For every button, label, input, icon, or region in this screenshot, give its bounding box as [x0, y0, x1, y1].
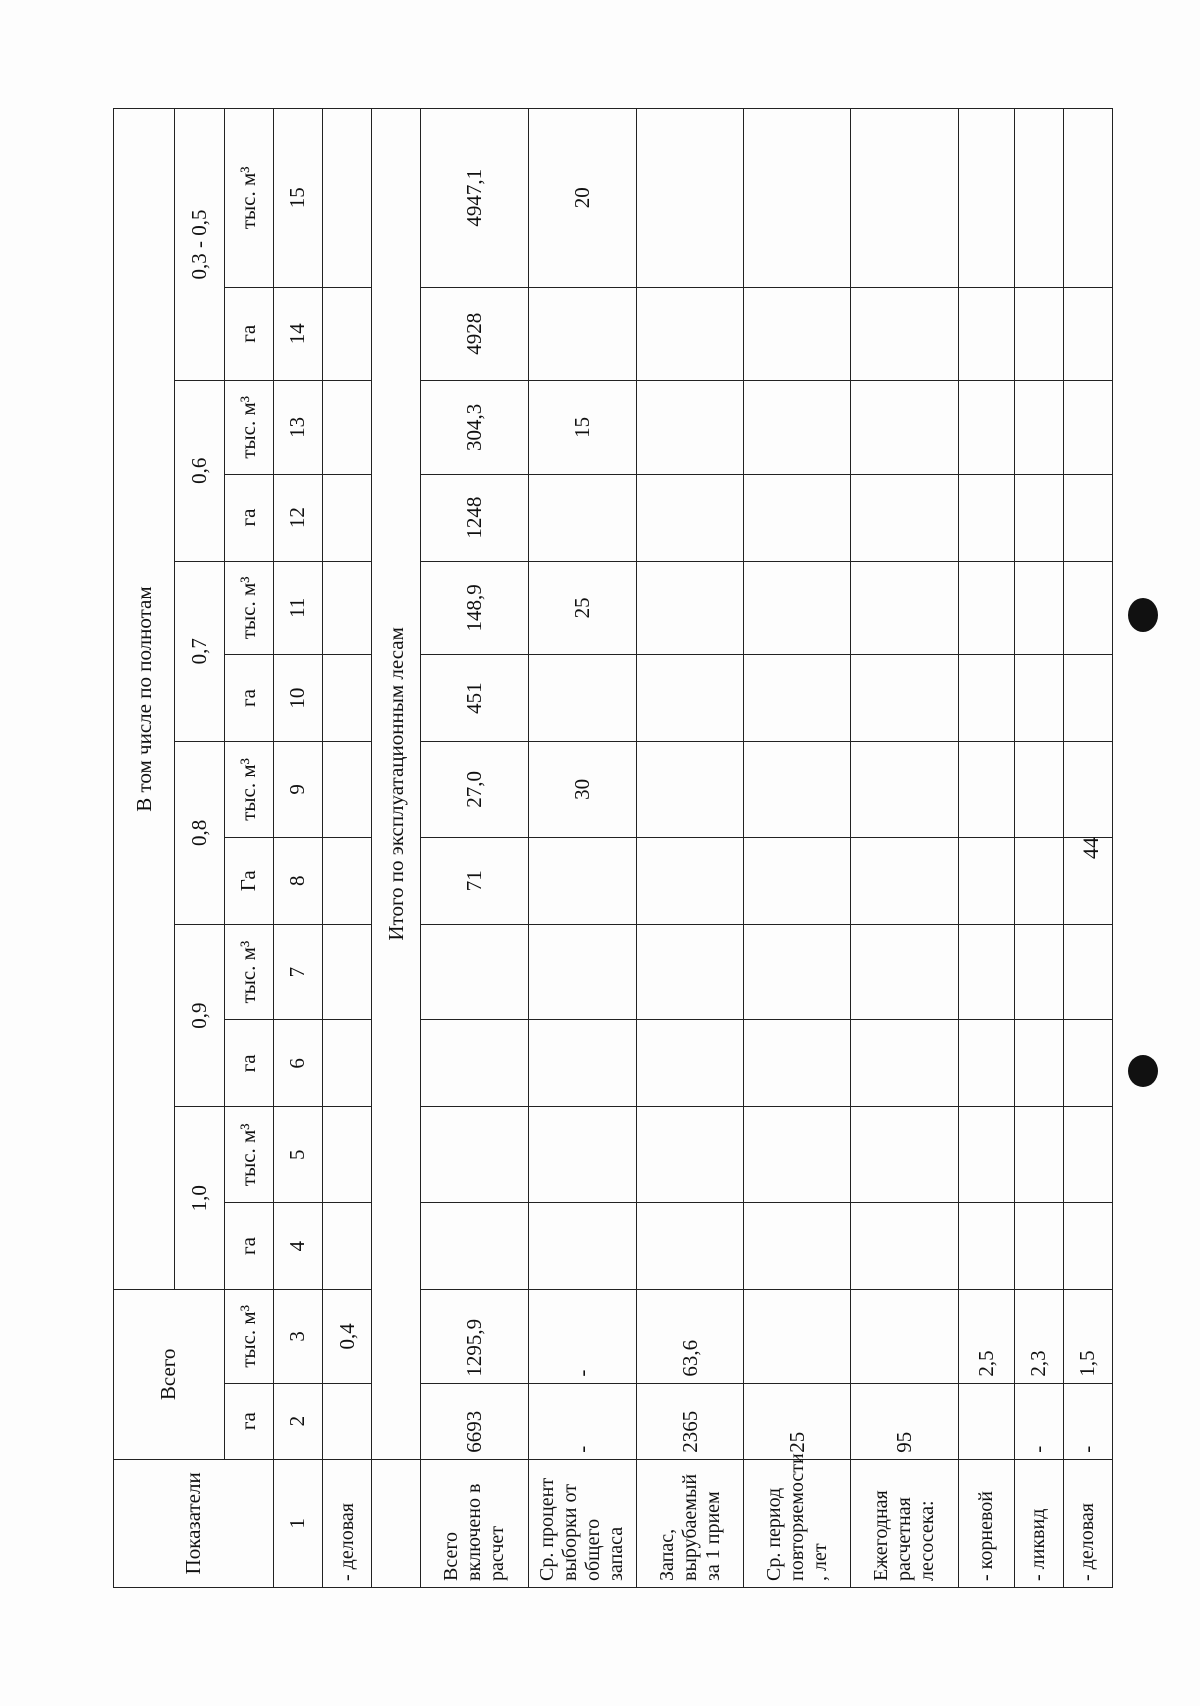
table-cell — [851, 561, 958, 655]
table-cell — [528, 1107, 636, 1203]
table-cell — [322, 837, 371, 924]
table-cell — [421, 1107, 528, 1203]
unit-header: га — [224, 655, 273, 742]
table-cell — [744, 742, 851, 838]
table-cell — [958, 474, 1014, 561]
table-cell — [851, 287, 958, 381]
unit-header: тыс. м³ — [224, 742, 273, 838]
table-cell — [1063, 561, 1112, 655]
table-cell: 2365 — [636, 1383, 743, 1459]
table-cell — [958, 742, 1014, 838]
table-cell — [1063, 109, 1112, 288]
table-cell — [421, 924, 528, 1020]
table-cell — [1014, 561, 1063, 655]
density-header: 0,9 — [175, 924, 224, 1107]
table-cell: 304,3 — [421, 381, 528, 475]
table-cell: - — [528, 1383, 636, 1459]
table-cell — [1014, 474, 1063, 561]
table-cell — [851, 1290, 958, 1384]
table-cell — [636, 109, 743, 288]
table-cell — [958, 109, 1014, 288]
table-cell — [851, 924, 958, 1020]
table-cell — [636, 837, 743, 924]
table-cell — [1014, 109, 1063, 288]
table-cell — [1014, 381, 1063, 475]
table-cell — [528, 655, 636, 742]
table-cell — [322, 1203, 371, 1290]
table-cell — [322, 381, 371, 475]
table-cell — [322, 655, 371, 742]
density-header: 0,7 — [175, 561, 224, 742]
column-number: 14 — [273, 287, 322, 381]
table-cell — [322, 287, 371, 381]
table-cell — [636, 1020, 743, 1107]
table-cell — [851, 109, 958, 288]
column-number: 7 — [273, 924, 322, 1020]
unit-header: тыс. м³ — [224, 924, 273, 1020]
column-number: 12 — [273, 474, 322, 561]
unit-header: га — [224, 1203, 273, 1290]
unit-header: тыс. м³ — [224, 561, 273, 655]
table-cell: 1248 — [421, 474, 528, 561]
table-cell: 4947,1 — [421, 109, 528, 288]
table-cell — [958, 1107, 1014, 1203]
table-cell: 4928 — [421, 287, 528, 381]
row-label: Всего включено в расчет — [421, 1459, 528, 1587]
table-cell — [958, 561, 1014, 655]
column-number: 3 — [273, 1290, 322, 1384]
table-cell — [1063, 655, 1112, 742]
table-cell — [1063, 287, 1112, 381]
table-cell — [851, 742, 958, 838]
table-cell — [322, 109, 371, 288]
table-cell: 71 — [421, 837, 528, 924]
table-cell — [322, 1107, 371, 1203]
table-cell — [636, 742, 743, 838]
table-cell — [528, 1203, 636, 1290]
table-cell — [636, 381, 743, 475]
table-cell: 451 — [421, 655, 528, 742]
table-cell — [1014, 924, 1063, 1020]
total-header: Всего — [114, 1290, 225, 1460]
table-cell: 25 — [528, 561, 636, 655]
table-cell — [322, 924, 371, 1020]
table-cell — [851, 1107, 958, 1203]
column-number: 11 — [273, 561, 322, 655]
by-density-header: В том числе по полнотам — [114, 109, 175, 1290]
table-cell — [528, 287, 636, 381]
table-cell: - — [528, 1290, 636, 1384]
row-label: - корневой — [958, 1459, 1014, 1587]
column-number: 2 — [273, 1383, 322, 1459]
row-label: - деловая — [322, 1459, 371, 1587]
section-title: Итого по эксплуатационным лесам — [372, 109, 421, 1460]
table-cell — [958, 287, 1014, 381]
table-cell: 30 — [528, 742, 636, 838]
table-cell — [322, 742, 371, 838]
table-cell — [744, 924, 851, 1020]
table-cell — [636, 287, 743, 381]
column-number: 8 — [273, 837, 322, 924]
table-cell: 1,5 — [1063, 1290, 1112, 1384]
table-cell — [1063, 1203, 1112, 1290]
table-row — [636, 109, 743, 1588]
table-row — [958, 109, 1014, 1588]
table-cell — [636, 561, 743, 655]
density-header: 0,8 — [175, 742, 224, 925]
table-cell — [744, 655, 851, 742]
table-cell: - — [1014, 1383, 1063, 1459]
table-row — [851, 109, 958, 1588]
table-cell — [636, 924, 743, 1020]
table-cell — [744, 1290, 851, 1384]
table-cell — [851, 474, 958, 561]
table-cell: 25 — [744, 1383, 851, 1459]
table-cell — [744, 381, 851, 475]
table-cell: 20 — [528, 109, 636, 288]
table-cell — [1014, 1203, 1063, 1290]
table-cell — [958, 381, 1014, 475]
table-cell — [322, 474, 371, 561]
table-cell — [851, 381, 958, 475]
table-cell — [958, 1203, 1014, 1290]
row-label: Запас, вырубаемый за 1 прием — [636, 1459, 743, 1587]
unit-header: тыс. м³ — [224, 381, 273, 475]
column-number: 6 — [273, 1020, 322, 1107]
column-number: 15 — [273, 109, 322, 288]
table-cell — [851, 837, 958, 924]
table-cell: 2,5 — [958, 1290, 1014, 1384]
column-number: 13 — [273, 381, 322, 475]
table-cell: 15 — [528, 381, 636, 475]
unit-header: тыс. м³ — [224, 1107, 273, 1203]
table-cell — [528, 837, 636, 924]
table-cell — [636, 1203, 743, 1290]
row-label: Ср. процент выборки от общего запаса — [528, 1459, 636, 1587]
table-cell — [744, 287, 851, 381]
column-number: 9 — [273, 742, 322, 838]
table-cell — [958, 655, 1014, 742]
table-cell — [1014, 287, 1063, 381]
column-number: 4 — [273, 1203, 322, 1290]
table-cell — [1063, 742, 1112, 838]
table-cell — [1063, 381, 1112, 475]
table-cell — [958, 924, 1014, 1020]
density-header: 0,6 — [175, 381, 224, 562]
table-cell — [958, 1020, 1014, 1107]
rotated-table-container — [113, 108, 1113, 1588]
table-cell — [528, 924, 636, 1020]
table-cell — [744, 837, 851, 924]
punch-hole-mark — [1128, 1055, 1158, 1087]
column-number: 10 — [273, 655, 322, 742]
unit-header: га — [224, 1020, 273, 1107]
table-cell — [744, 561, 851, 655]
table-cell — [1014, 655, 1063, 742]
table-cell — [322, 1383, 371, 1459]
table-cell — [322, 1020, 371, 1107]
table-row — [528, 109, 636, 1588]
unit-header: га — [224, 287, 273, 381]
table-cell — [1014, 1107, 1063, 1203]
table-cell — [851, 1203, 958, 1290]
table-row — [744, 109, 851, 1588]
table-cell: 1295,9 — [421, 1290, 528, 1384]
table-cell — [851, 655, 958, 742]
section-row — [372, 109, 421, 1588]
table-cell — [1063, 1020, 1112, 1107]
row-label: Ежегодная расчетная лесосека: — [851, 1459, 958, 1587]
table-cell — [744, 474, 851, 561]
table-row — [322, 109, 371, 1588]
table-cell — [421, 1020, 528, 1107]
table-cell — [636, 474, 743, 561]
table-cell: - — [1063, 1383, 1112, 1459]
table-cell — [1063, 924, 1112, 1020]
table-cell — [744, 1020, 851, 1107]
table-cell — [1014, 742, 1063, 838]
row-label: - ликвид — [1014, 1459, 1063, 1587]
unit-header: тыс. м³ — [224, 1290, 273, 1384]
table-cell: 63,6 — [636, 1290, 743, 1384]
table-cell — [322, 561, 371, 655]
table-row — [421, 109, 528, 1588]
unit-header: га — [224, 474, 273, 561]
column-number-row — [273, 109, 322, 1588]
column-number: 1 — [273, 1459, 322, 1587]
density-header: 1,0 — [175, 1107, 224, 1290]
indicators-header: Показатели — [114, 1459, 274, 1587]
table-cell: 2,3 — [1014, 1290, 1063, 1384]
table-cell: 0,4 — [322, 1290, 371, 1384]
table-cell — [1014, 837, 1063, 924]
table-cell — [958, 1383, 1014, 1459]
unit-header: тыс. м³ — [224, 109, 273, 288]
section-label-empty — [372, 1459, 421, 1587]
table-cell — [528, 474, 636, 561]
unit-header: Га — [224, 837, 273, 924]
table-cell — [744, 109, 851, 288]
row-label: - деловая — [1063, 1459, 1112, 1587]
table-cell: 148,9 — [421, 561, 528, 655]
table-cell — [636, 1107, 743, 1203]
row-label: Ср. период повторяемости , лет — [744, 1459, 851, 1587]
unit-header: га — [224, 1383, 273, 1459]
table-cell — [1014, 1020, 1063, 1107]
table-cell — [421, 1203, 528, 1290]
table-cell — [958, 837, 1014, 924]
table-cell — [744, 1203, 851, 1290]
table-cell — [636, 655, 743, 742]
table-row — [1014, 109, 1063, 1588]
table-cell: 95 — [851, 1383, 958, 1459]
column-number: 5 — [273, 1107, 322, 1203]
table-cell: 6693 — [421, 1383, 528, 1459]
table-cell — [744, 1107, 851, 1203]
punch-hole-mark — [1128, 598, 1158, 632]
table-cell — [851, 1020, 958, 1107]
table-cell: 27,0 — [421, 742, 528, 838]
density-header: 0,3 - 0,5 — [175, 109, 224, 381]
table-cell — [1063, 1107, 1112, 1203]
table-cell — [1063, 474, 1112, 561]
forest-density-table — [113, 108, 1113, 1588]
page-number: 44 — [1078, 837, 1103, 859]
table-cell — [528, 1020, 636, 1107]
